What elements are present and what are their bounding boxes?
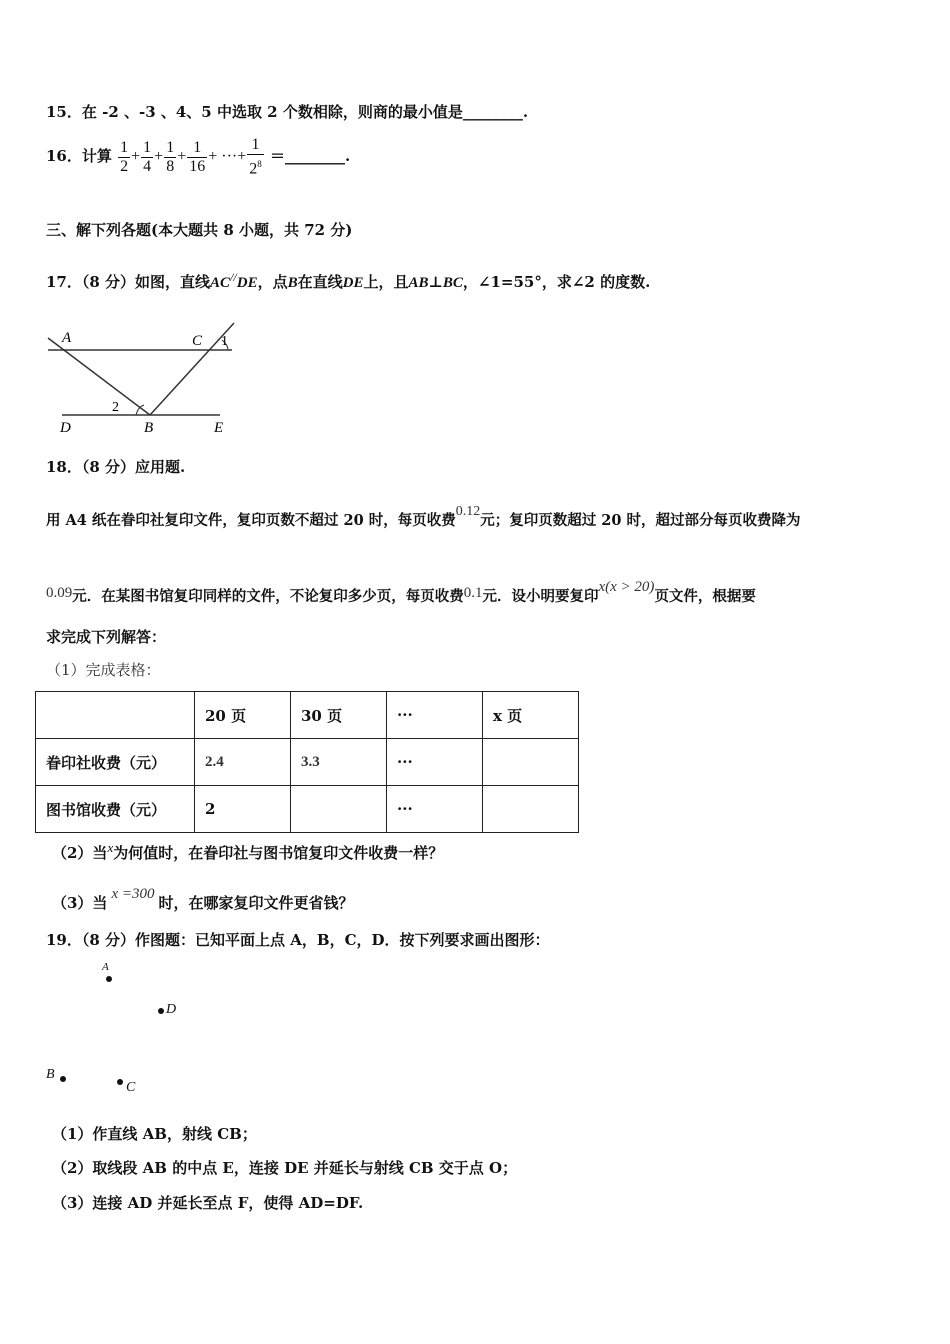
fraction-3: $\frac{1}{8}$ <box>166 138 175 175</box>
header-cell: x 页 <box>483 692 579 739</box>
row-label: 眷印社收费（元） <box>36 739 195 786</box>
label-E: E <box>214 420 224 436</box>
table-row <box>36 786 579 833</box>
label-D: D <box>60 420 71 436</box>
section-3-heading: 三、解下列各题(本大题共 8 小题，共 72 分) <box>46 221 353 239</box>
label-point-B: B <box>46 1067 55 1082</box>
point-C <box>117 1079 123 1085</box>
point-A <box>106 976 112 982</box>
question-18-sub-1: （1）完成表格： <box>46 661 161 679</box>
label-angle-2: 2 <box>112 400 119 415</box>
question-18-title: 18．（8 分）应用题. <box>46 458 186 476</box>
fraction-5: $\frac{1}{2^8}$ <box>249 136 262 178</box>
label-angle-1: 1 <box>221 334 228 349</box>
question-17: 17．（8 分）如图，直线AC//DE，点B在直线DE上，且AB⊥BC，∠1=55°，求∠2 的度数. <box>46 270 651 291</box>
fraction-4: $\frac{1}{16}$ <box>189 138 206 175</box>
q15-text: 在 -2 、-3 、4、5 中选取 2 个数相除，则商的最小值是________. <box>81 103 529 121</box>
point-B <box>60 1076 66 1082</box>
label-point-D: D <box>166 1002 177 1017</box>
label-point-A: A <box>102 961 109 973</box>
header-cell: ··· <box>387 692 483 739</box>
header-cell: 20 页 <box>195 692 291 739</box>
ellipsis-op: + ···+ <box>208 148 247 166</box>
question-19: 19．（8 分）作图题：已知平面上点 A，B，C，D．按下列要求画出图形： <box>46 931 550 949</box>
q16-suffix: ＝________. <box>269 147 351 166</box>
question-18-line-2: $^{0.09}$元．在某图书馆复印同样的文件，不论复印多少页，每页收费$^{0.1}$元．设小明要复印$^{x(x > 20)}$页文件，根据要 <box>46 579 756 605</box>
table-cell: ··· <box>387 739 483 786</box>
fraction-2: $\frac{1}{4}$ <box>143 138 152 175</box>
table-header-row <box>36 692 579 739</box>
question-18-line-3: 求完成下列解答： <box>46 628 167 646</box>
question-19-step-2: （2）取线段 AB 的中点 E，连接 DE 并延长与射线 CB 交于点 O； <box>52 1159 518 1177</box>
question-19-step-1: （1）作直线 AB，射线 CB； <box>52 1125 257 1143</box>
q16-number: 16． <box>46 147 82 166</box>
q16-prefix: 计算 <box>81 147 112 166</box>
question-19-step-3: （3）连接 AD 并延长至点 F，使得 AD=DF. <box>52 1194 364 1212</box>
label-C: C <box>192 333 203 349</box>
table-cell: ··· <box>387 786 483 833</box>
header-cell <box>36 692 195 739</box>
table-cell: 2.4 <box>195 739 291 786</box>
question-18-line-1: 用 A4 纸在眷印社复印文件，复印页数不超过 20 时，每页收费$^{0.12}$元；复印页数超过 20 时，超过部分每页收费降为 <box>46 504 801 529</box>
table-cell <box>483 739 579 786</box>
table-cell <box>483 786 579 833</box>
question-15 <box>46 102 528 122</box>
geometry-figure-17 <box>40 318 240 438</box>
label-B: B <box>144 420 154 436</box>
point-D <box>158 1008 164 1014</box>
question-16: 16．计算 $\frac{1}{2}$ + $\frac{1}{4}$ + $\frac{1}{8}$ + $\frac{1}{16}$ + ···+ $\frac{1}{2^8}$ ＝________. <box>46 136 351 178</box>
question-18-sub-2: （2）当$^x$为何值时，在眷印社与图书馆复印文件收费一样？ <box>52 840 444 862</box>
label-A: A <box>62 330 72 346</box>
row-label: 图书馆收费（元） <box>36 786 195 833</box>
fraction-1: $\frac{1}{2}$ <box>120 138 129 175</box>
question-18-sub-3: （3）当 $^{x =300}$ 时，在哪家复印文件更省钱？ <box>52 886 354 912</box>
table-row <box>36 739 579 786</box>
table-cell: 3.3 <box>291 739 387 786</box>
header-cell: 30 页 <box>291 692 387 739</box>
table-cell: 2 <box>195 786 291 833</box>
fee-table <box>35 691 579 833</box>
q15-number: 15． <box>46 103 82 121</box>
label-point-C: C <box>126 1080 136 1095</box>
table-cell <box>291 786 387 833</box>
